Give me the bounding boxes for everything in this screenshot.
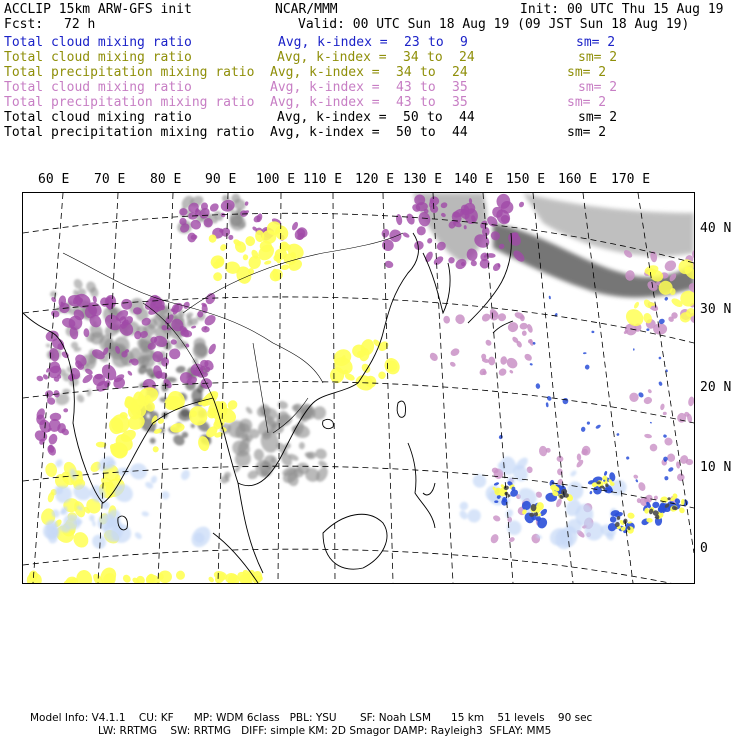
legend-k-from: 50 — [396, 125, 412, 140]
forecast-hour: 72 h — [64, 17, 96, 32]
legend-field-name: Total cloud mixing ratio — [4, 35, 192, 50]
legend-k-to: 9 — [460, 35, 468, 50]
legend-smoothing: sm= 2 — [567, 65, 607, 80]
legend-avg-label: Avg, k-index = — [270, 95, 380, 110]
legend-avg-label: Avg, k-index = — [277, 50, 387, 65]
legend-smoothing: sm= 2 — [578, 50, 618, 65]
latitude-label: 40 N — [700, 221, 732, 236]
forecast-label: Fcst: — [4, 17, 44, 32]
legend-to-word: to — [420, 65, 436, 80]
legend-smoothing: sm= 2 — [578, 110, 618, 125]
latitude-label: 0 — [700, 541, 708, 556]
legend-k-to: 35 — [452, 80, 468, 95]
latitude-label: 30 N — [700, 302, 732, 317]
legend-field-name: Total precipitation mixing ratio — [4, 125, 255, 140]
longitude-label: 160 E — [558, 172, 598, 187]
legend-avg-label: Avg, k-index = — [270, 65, 380, 80]
legend-field-name: Total cloud mixing ratio — [4, 110, 192, 125]
legend-avg-label: Avg, k-index = — [270, 80, 380, 95]
legend-avg-label: Avg, k-index = — [270, 125, 380, 140]
longitude-label: 130 E — [403, 172, 443, 187]
legend-k-to: 24 — [459, 50, 475, 65]
legend-smoothing: sm= 2 — [578, 80, 618, 95]
map-panel — [22, 192, 695, 584]
map-canvas — [23, 193, 694, 583]
legend-to-word: to — [420, 95, 436, 110]
legend-avg-label: Avg, k-index = — [278, 35, 388, 50]
legend-to-word: to — [420, 125, 436, 140]
longitude-label: 60 E — [38, 172, 70, 187]
legend-k-to: 44 — [452, 125, 468, 140]
legend-k-from: 34 — [403, 50, 419, 65]
latitude-label: 20 N — [700, 380, 732, 395]
longitude-label: 90 E — [205, 172, 237, 187]
legend-field-name: Total precipitation mixing ratio — [4, 95, 255, 110]
legend-smoothing: sm= 2 — [567, 125, 607, 140]
legend-field-name: Total cloud mixing ratio — [4, 50, 192, 65]
legend-smoothing: sm= 2 — [576, 35, 616, 50]
legend-to-word: to — [420, 80, 436, 95]
legend-to-word: to — [427, 110, 443, 125]
legend-smoothing: sm= 2 — [567, 95, 607, 110]
legend-k-from: 43 — [396, 95, 412, 110]
legend-k-from: 50 — [403, 110, 419, 125]
longitude-label: 110 E — [303, 172, 343, 187]
legend-to-word: to — [428, 35, 444, 50]
valid-time: Valid: 00 UTC Sun 18 Aug 19 (09 JST Sun 18 Aug 19) — [298, 17, 690, 32]
longitude-label: 150 E — [506, 172, 546, 187]
legend-k-to: 24 — [452, 65, 468, 80]
longitude-label: 70 E — [94, 172, 126, 187]
latitude-label: 10 N — [700, 460, 732, 475]
longitude-label: 170 E — [611, 172, 651, 187]
legend-k-from: 23 — [404, 35, 420, 50]
legend-avg-label: Avg, k-index = — [277, 110, 387, 125]
product-title: ACCLIP 15km ARW-GFS init — [4, 2, 192, 17]
legend-k-from: 43 — [396, 80, 412, 95]
legend-k-to: 44 — [459, 110, 475, 125]
legend-k-from: 34 — [396, 65, 412, 80]
init-time: Init: 00 UTC Thu 15 Aug 19 — [520, 2, 724, 17]
model-info-line-1: Model Info: V4.1.1 CU: KF MP: WDM 6class PBL: YSU SF: Noah LSM 15 km 51 levels 90 sec — [30, 712, 593, 724]
legend-to-word: to — [427, 50, 443, 65]
longitude-label: 80 E — [150, 172, 182, 187]
model-info-line-2: LW: RRTMG SW: RRTMG DIFF: simple KM: 2D Smagor DAMP: Rayleigh3 SFLAY: MM5 — [98, 725, 552, 737]
center-label: NCAR/MMM — [275, 2, 338, 17]
longitude-label: 100 E — [256, 172, 296, 187]
legend-field-name: Total cloud mixing ratio — [4, 80, 192, 95]
legend-k-to: 35 — [452, 95, 468, 110]
legend-field-name: Total precipitation mixing ratio — [4, 65, 255, 80]
longitude-label: 120 E — [355, 172, 395, 187]
longitude-label: 140 E — [454, 172, 494, 187]
